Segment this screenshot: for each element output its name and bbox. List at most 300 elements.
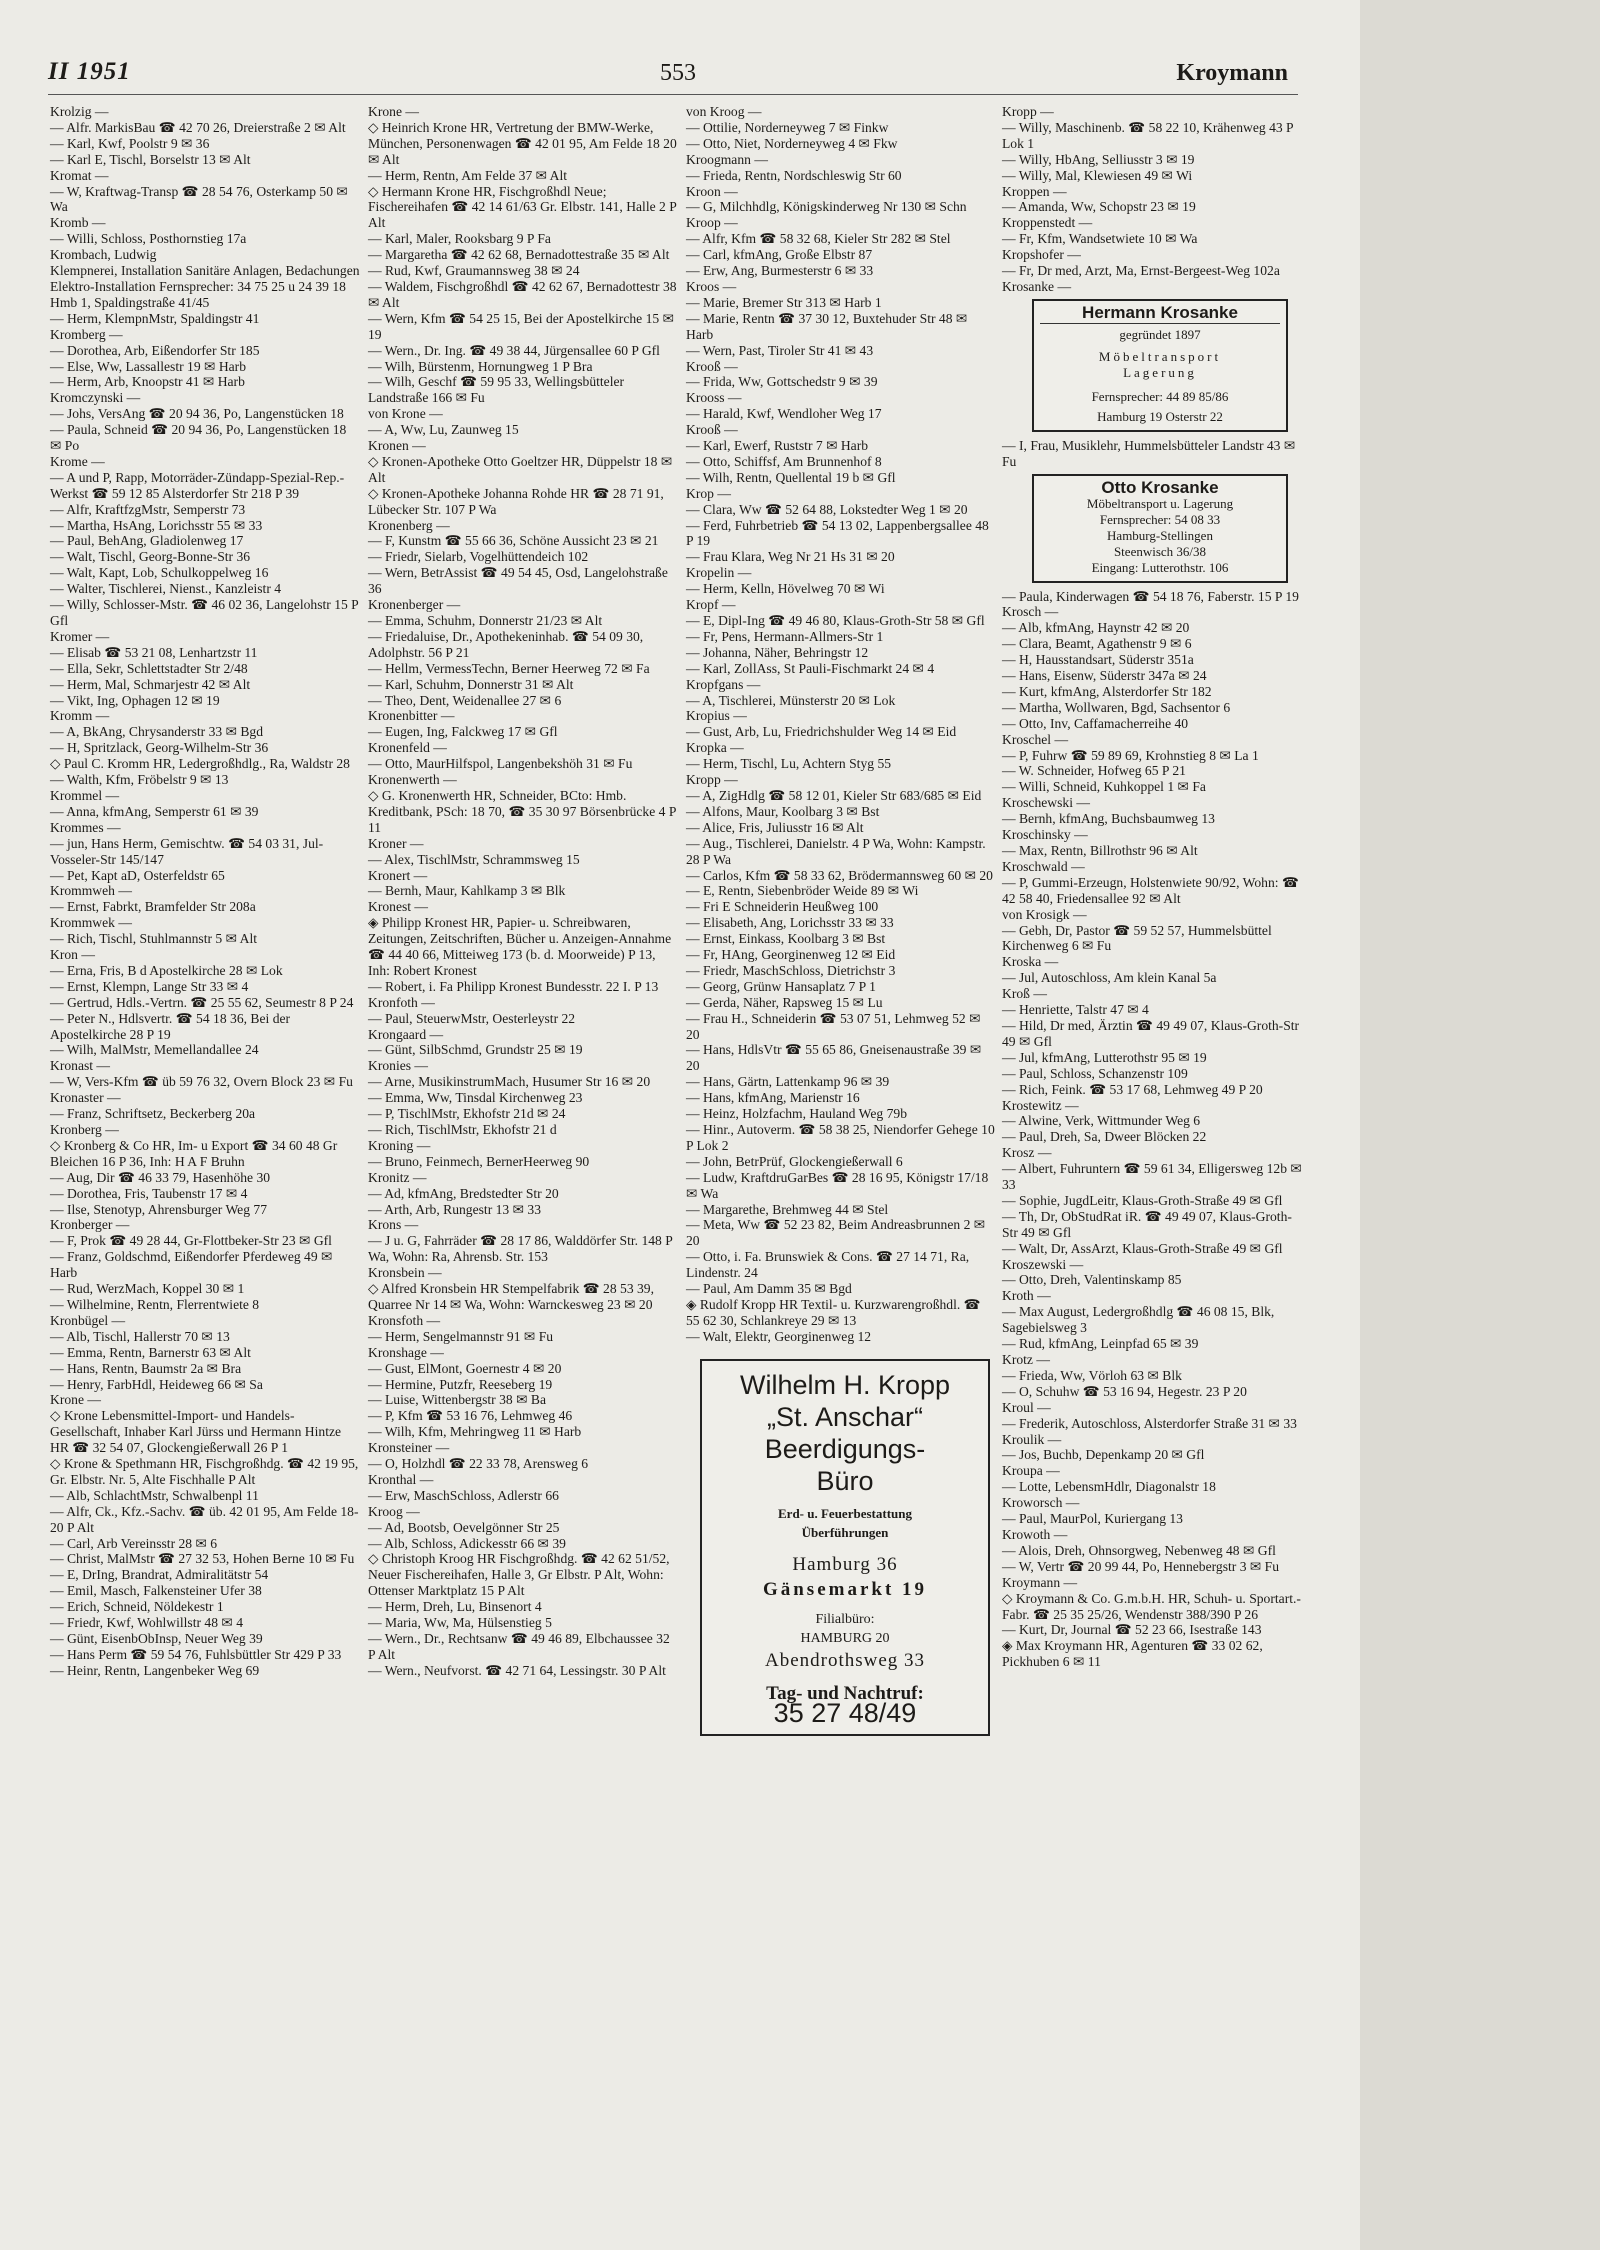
directory-entry: — Martha, Wollwaren, Bgd, Sachsentor 6 <box>1002 699 1231 715</box>
directory-entry: — Frederik, Autoschloss, Alsterdorfer Straße 31 ✉ 33 <box>1002 1415 1297 1431</box>
directory-entry: — Bruno, Feinmech, BernerHeerweg 90 <box>368 1153 590 1169</box>
directory-entry: — Carl, kfmAng, Große Elbstr 87 <box>686 247 873 263</box>
directory-entry: — Dorothea, Fris, Taubenstr 17 ✉ 4 <box>50 1185 248 1201</box>
directory-entry: — Otto, Schiffsf, Am Brunnenhof 8 <box>686 453 882 469</box>
directory-entry: — Wilh, Bürstenm, Hornungweg 1 P Bra <box>368 358 593 374</box>
directory-entry: Krowoth — <box>1002 1526 1068 1542</box>
directory-entry: Kronenbitter — <box>368 708 455 724</box>
directory-entry: — Marie, Bremer Str 313 ✉ Harb 1 <box>686 294 882 310</box>
ad-line: Büro <box>816 1465 874 1496</box>
directory-entry: — Heinz, Holzfachm, Hauland Weg 79b <box>686 1106 907 1122</box>
directory-entry: — Willi, Schneid, Kuhkoppel 1 ✉ Fa <box>1002 779 1206 795</box>
ad-line: Gänsemarkt 19 <box>762 1578 928 1600</box>
directory-entry: — Frieda, Ww, Vörloh 63 ✉ Blk <box>1002 1367 1182 1383</box>
directory-entry: — Rud, kfmAng, Leinpfad 65 ✉ 39 <box>1002 1336 1199 1352</box>
directory-entry: Krome — <box>50 453 105 469</box>
directory-entry: ◇ Hermann Krone HR, Fischgroßhdl Neue; Fischereihafen ☎ 42 14 61/63 Gr. Elbstr. 141, Halle 2 P Alt <box>368 183 679 231</box>
directory-entry: — Emma, Ww, Tinsdal Kirchenweg 23 <box>368 1090 583 1106</box>
ad-line: Wilhelm H. Kropp <box>739 1369 951 1400</box>
column-3 <box>686 104 999 2224</box>
directory-entry: ◇ Kronen-Apotheke Otto Goeltzer HR, Düppelstr 18 ✉ Alt <box>368 453 675 485</box>
directory-entry: — Wilhelmine, Rentn, Flerrentwiete 8 <box>50 1296 260 1312</box>
directory-entry: — Herm, KlempnMstr, Spaldingstr 41 <box>50 310 260 326</box>
ad-line: Überführungen <box>801 1524 889 1540</box>
directory-entry: — Franz, Schriftsetz, Beckerberg 20a <box>50 1106 256 1122</box>
directory-entry: Kropfgans — <box>686 676 761 692</box>
directory-entry: Kroppenstedt — <box>1002 215 1093 231</box>
directory-entry: — Alb, Schloss, Adickesstr 66 ✉ 39 <box>368 1535 566 1551</box>
directory-entry: — A, Tischlerei, Münsterstr 20 ✉ Lok <box>686 692 896 708</box>
directory-entry: — Jos, Buchb, Depenkamp 20 ✉ Gfl <box>1002 1447 1205 1463</box>
directory-entry: ◇ Alfred Kronsbein HR Stempelfabrik ☎ 28 53 39, Quarree Nr 14 ✉ Wa, Wohn: Warnckesweg 23 ✉ 20 <box>368 1281 658 1312</box>
ad-line: Eingang: Lutterothstr. 106 <box>1091 559 1229 575</box>
ad-line: Tag- und Nachtruf: <box>766 1682 924 1704</box>
directory-entry: — Walter, Tischlerei, Nienst., Kanzleistr 4 <box>50 581 282 597</box>
directory-entry: ◈ Max Kroymann HR, Agenturen ☎ 33 02 62, Pickhuben 6 ✉ 11 <box>1002 1638 1267 1670</box>
directory-entry: Kroworsch — <box>1002 1495 1080 1511</box>
directory-entry: — Max, Rentn, Billrothstr 96 ✉ Alt <box>1002 843 1198 858</box>
directory-entry: ◇ Paul C. Kromm HR, Ledergroßhdlg., Ra, Waldstr 28 <box>50 756 350 772</box>
ad-line: Steenwisch 36/38 <box>1113 543 1207 559</box>
directory-entry: — Alb, Tischl, Hallerstr 70 ✉ 13 <box>50 1328 230 1344</box>
directory-entry: — Aug., Tischlerei, Danielstr. 4 P Wa, Wohn: Kampstr. 28 P Wa <box>686 835 990 867</box>
directory-entry: — Robert, i. Fa Philipp Kronest Bundesstr. 22 I. P 13 <box>368 978 659 994</box>
directory-entry: Kroschewski — <box>1002 795 1090 811</box>
directory-entry: — E, Rentn, Siebenbröder Weide 89 ✉ Wi <box>686 883 919 899</box>
directory-entry: — Th, Dr, ObStudRat iR. ☎ 49 49 07, Klaus-Groth-Str 49 ✉ Gfl <box>1002 1208 1292 1240</box>
directory-entry: — A, Ww, Lu, Zaunweg 15 <box>368 422 519 438</box>
directory-entry: Kropp — <box>1002 104 1054 119</box>
directory-entry: — Friedr, Kwf, Wohlwillstr 48 ✉ 4 <box>50 1615 244 1631</box>
directory-entry: — Alois, Dreh, Ohnsorgweg, Nebenweg 48 ✉ Gfl <box>1002 1542 1276 1558</box>
directory-entry: — John, BetrPrüf, Glockengießerwall 6 <box>686 1153 903 1169</box>
directory-entry: Kronsfoth — <box>368 1312 441 1328</box>
ad-line: Hamburg-Stellingen <box>1107 527 1213 543</box>
directory-entry: — Franz, Goldschmd, Eißendorfer Pferdeweg 49 ✉ Harb <box>50 1249 336 1281</box>
directory-entry: — Alb, SchlachtMstr, Schwalbenpl 11 <box>50 1487 259 1503</box>
directory-entry: Krongaard — <box>368 1026 444 1042</box>
directory-entry: — Fr, Dr med, Arzt, Ma, Ernst-Bergeest-Weg 102a <box>1002 263 1280 279</box>
directory-entry: Krone — <box>50 1392 101 1408</box>
directory-entry: — Karl, Kwf, Poolstr 9 ✉ 36 <box>50 135 210 151</box>
directory-entry: — Bernh, Maur, Kahlkamp 3 ✉ Blk <box>368 883 566 899</box>
directory-entry: ◇ Kronen-Apotheke Johanna Rohde HR ☎ 28 71 91, Lübecker Str. 107 P Wa <box>368 485 668 517</box>
directory-entry: Krommes — <box>50 819 121 835</box>
directory-entry: — Ferd, Fuhrbetrieb ☎ 54 13 02, Lappenbergsallee 48 P 19 <box>686 517 993 549</box>
directory-entry: — A, ZigHdlg ☎ 58 12 01, Kieler Str 683/685 ✉ Eid <box>686 787 982 803</box>
directory-entry: — Alfr, Kfm ☎ 58 32 68, Kieler Str 282 ✉ Stel <box>686 231 951 247</box>
directory-entry: — Wilh, Rentn, Quellental 19 b ✉ Gfl <box>686 469 896 485</box>
directory-entry: Kronest — <box>368 899 429 915</box>
directory-entry: — Wern., Dr. Ing. ☎ 49 38 44, Jürgensallee 60 P Gfl <box>368 342 660 358</box>
ad-name: Otto Krosanke <box>1101 477 1219 497</box>
directory-entry: ◇ Kroymann & Co. G.m.b.H. HR, Schuh- u. Sportart.-Fabr. ☎ 25 35 25/26, Wendenstr 388/390 P 26 <box>1002 1590 1301 1622</box>
directory-entry: — Harald, Kwf, Wendloher Weg 17 <box>686 406 882 422</box>
directory-entry: Kronaster — <box>50 1090 121 1106</box>
ad-line: Filialbüro: <box>815 1611 875 1627</box>
directory-entry: Krooß — <box>686 422 738 438</box>
directory-entry: ◇ Christoph Kroog HR Fischgroßhdg. ☎ 42 62 51/52, Neuer Fischereihafen, Halle 3, Gr Elbstr. P Alt, Wohn: Ottenser Marktplatz 15 P Alt <box>368 1551 673 1599</box>
directory-entry: — Ottilie, Norderneyweg 7 ✉ Finkw <box>686 119 889 135</box>
directory-entry: Kroning — <box>368 1137 431 1153</box>
directory-entry: Kronsbein — <box>368 1265 442 1281</box>
directory-entry: — Martha, HsAng, Lorichsstr 55 ✉ 33 <box>50 517 263 533</box>
directory-entry: — Clara, Beamt, Agathenstr 9 ✉ 6 <box>1002 636 1192 652</box>
directory-entry: Krosz — <box>1002 1145 1052 1161</box>
directory-entry: — Gerda, Näher, Rapsweg 15 ✉ Lu <box>686 994 883 1010</box>
directory-entry: — Theo, Dent, Weidenallee 27 ✉ 6 <box>368 692 562 708</box>
directory-entry: Kroon — <box>686 183 738 199</box>
ad-line: Beerdigungs- <box>764 1433 926 1464</box>
directory-entry: — Amanda, Ww, Schopstr 23 ✉ 19 <box>1002 199 1196 215</box>
directory-entry: — Eugen, Ing, Falckweg 17 ✉ Gfl <box>368 724 558 740</box>
directory-entry: ◇ Krone & Spethmann HR, Fischgroßhdg. ☎ 42 19 95, Gr. Elbstr. Nr. 5, Alte Fischhalle P Alt <box>50 1456 362 1487</box>
directory-entry: — Henriette, Talstr 47 ✉ 4 <box>1002 1002 1149 1018</box>
directory-entry: Kronert — <box>368 867 428 883</box>
directory-entry: Kropshofer — <box>1002 247 1081 263</box>
directory-entry: Klempnerei, Installation Sanitäre Anlagen, Bedachungen Elektro-Installation Fernsprecher: 34 75 25 u 24 39 18 Hmb 1, Spaldingstraße 41/45 <box>50 263 363 310</box>
header-year: II 1951 <box>48 58 131 85</box>
directory-entry: — Herm, Sengelmannstr 91 ✉ Fu <box>368 1328 554 1344</box>
directory-entry: Kroymann — <box>1002 1574 1078 1590</box>
directory-entry: — Ludw, KraftdruGarBes ☎ 28 16 95, Königstr 17/18 ✉ Wa <box>686 1169 992 1201</box>
directory-entry: — jun, Hans Herm, Gemischtw. ☎ 54 03 31, Jul-Vosseler-Str 145/147 <box>50 835 324 867</box>
column-2 <box>368 104 681 2224</box>
directory-entry: — Otto, MaurHilfspol, Langenbekshöh 31 ✉ Fu <box>368 756 633 772</box>
directory-entry: Kroschinsky — <box>1002 827 1088 843</box>
directory-entry: — Walt, Tischl, Georg-Bonne-Str 36 <box>50 549 251 565</box>
ad-line: Abendrothsweg 33 <box>764 1649 926 1671</box>
directory-entry: Kroos — <box>686 278 737 294</box>
directory-entry: Krop — <box>686 485 731 501</box>
directory-entry: Kroschel — <box>1002 731 1069 747</box>
directory-entry: — Christ, MalMstr ☎ 27 32 53, Hohen Berne 10 ✉ Fu <box>50 1551 355 1567</box>
directory-entry: — Hans, Gärtn, Lattenkamp 96 ✉ 39 <box>686 1074 890 1090</box>
directory-entry: — Paul, Am Damm 35 ✉ Bgd <box>686 1281 852 1297</box>
directory-entry: — Fr, Kfm, Wandsetwiete 10 ✉ Wa <box>1002 231 1198 247</box>
directory-entry: von Kroog — <box>686 104 762 119</box>
directory-entry: — Otto, i. Fa. Brunswiek & Cons. ☎ 27 14 71, Ra, Lindenstr. 24 <box>686 1249 973 1281</box>
directory-entry: — Frida, Ww, Gottschedstr 9 ✉ 39 <box>686 374 878 390</box>
directory-entry: Kroß — <box>1002 986 1047 1002</box>
directory-entry: — Alfr. MarkisBau ☎ 42 70 26, Dreierstraße 2 ✉ Alt <box>50 119 346 135</box>
directory-entry: — Rud, Kwf, Graumannsweg 38 ✉ 24 <box>368 263 580 279</box>
directory-entry: Kropius — <box>686 708 747 724</box>
directory-entry: — Vikt, Ing, Ophagen 12 ✉ 19 <box>50 692 220 708</box>
directory-entry: Krone — <box>368 104 419 119</box>
directory-entry: — Otto, Niet, Norderneyweg 4 ✉ Fkw <box>686 135 898 151</box>
directory-entry: — Max August, Ledergroßhdlg ☎ 46 08 15, Blk, Sagebielsweg 3 <box>1002 1304 1278 1336</box>
directory-entry: — Peter N., Hdlsvertr. ☎ 54 18 36, Bei der Apostelkirche 28 P 19 <box>50 1010 293 1042</box>
directory-entry: — Karl, Maler, Rooksbarg 9 P Fa <box>368 231 551 247</box>
ad-name: Hermann Krosanke <box>1040 305 1280 324</box>
directory-entry: — I, Frau, Musiklehr, Hummelsbütteler Landstr 43 ✉ Fu <box>1002 437 1299 469</box>
directory-entry: — Paul, MaurPol, Kuriergang 13 <box>1002 1511 1183 1527</box>
directory-entry: — Gust, Arb, Lu, Friedrichshulder Weg 14 ✉ Eid <box>686 724 957 740</box>
directory-entry: Krosanke — <box>1002 278 1072 294</box>
hermann-krosanke-advertisement <box>1032 299 1288 432</box>
directory-entry: Krommel — <box>50 787 120 803</box>
directory-entry: — P, Gummi-Erzeugn, Holstenwiete 90/92, Wohn: ☎ 42 58 40, Friedensallee 92 ✉ Alt <box>1002 874 1303 906</box>
directory-entry: Krombach, Ludwig <box>50 247 157 263</box>
directory-entry: Krostewitz — <box>1002 1097 1079 1113</box>
directory-entry: Kronfoth — <box>368 994 435 1010</box>
otto-krosanke-advertisement <box>1032 474 1288 583</box>
directory-entry: — Aug, Dir ☎ 46 33 79, Hasenhöhe 30 <box>50 1169 271 1185</box>
directory-entry: — Frau H., Schneiderin ☎ 53 07 51, Lehmweg 52 ✉ 20 <box>686 1010 984 1042</box>
directory-entry: — Carlos, Kfm ☎ 58 33 62, Brödermannsweg 60 ✉ 20 <box>686 867 993 883</box>
directory-entry: — Meta, Ww ☎ 52 23 82, Beim Andreasbrunnen 2 ✉ 20 <box>686 1217 989 1249</box>
directory-entry: — Paul, Dreh, Sa, Dweer Blöcken 22 <box>1002 1129 1207 1145</box>
directory-entry: — Paul, SteuerwMstr, Oesterleystr 22 <box>368 1010 576 1026</box>
directory-entry: — Walth, Kfm, Fröbelstr 9 ✉ 13 <box>50 772 229 788</box>
ad-line: Erd- u. Feuerbestattung <box>778 1505 912 1521</box>
directory-entry: Krolzig — <box>50 104 109 119</box>
column-3-entries <box>686 104 999 1345</box>
directory-entry: — Hermine, Putzfr, Reeseberg 19 <box>368 1376 553 1392</box>
directory-entry: von Krosigk — <box>1002 906 1087 922</box>
directory-entry: — G, Milchhdlg, Königskinderweg Nr 130 ✉ Schn <box>686 199 967 215</box>
directory-entry: — Fri E Schneiderin Heußweg 100 <box>686 899 879 915</box>
directory-entry: Kronast — <box>50 1058 111 1074</box>
directory-entry: — Hild, Dr med, Ärztin ☎ 49 49 07, Klaus-Groth-Str 49 ✉ Gfl <box>1002 1017 1303 1049</box>
directory-entry: — Gebh, Dr, Pastor ☎ 59 52 57, Hummelsbüttel Kirchenweg 6 ✉ Fu <box>1002 922 1276 954</box>
directory-entry: — W, Vers-Kfm ☎ üb 59 76 32, Overn Block 23 ✉ Fu <box>50 1074 353 1090</box>
directory-entry: Kropf — <box>686 597 736 613</box>
directory-entry: — Margaretha ☎ 42 62 68, Bernadottestraße 35 ✉ Alt <box>368 247 670 263</box>
directory-entry: — P, Fuhrw ☎ 59 89 69, Krohnstieg 8 ✉ La 1 <box>1002 747 1259 763</box>
directory-entry: — Herm, Kelln, Hövelweg 70 ✉ Wi <box>686 581 885 597</box>
directory-entry: — Karl E, Tischl, Borselstr 13 ✉ Alt <box>50 151 251 167</box>
directory-entry: — Margarethe, Brehmweg 44 ✉ Stel <box>686 1201 889 1217</box>
directory-entry: — Erich, Schneid, Nöldekestr 1 <box>50 1599 224 1615</box>
directory-entry: — Herm, Rentn, Am Felde 37 ✉ Alt <box>368 167 568 183</box>
directory-entry: Kroop — <box>686 215 738 231</box>
directory-entry: Krommweh — <box>50 883 132 899</box>
directory-entry: Kron — <box>50 947 95 963</box>
directory-entry: — Kurt, kfmAng, Alsterdorfer Str 182 <box>1002 683 1212 699</box>
directory-entry: Kronthal — <box>368 1471 434 1487</box>
directory-entry: — Alfr, KraftfzgMstr, Semperstr 73 <box>50 501 246 517</box>
page-header <box>48 54 1298 95</box>
directory-entry: — W, Vertr ☎ 20 99 44, Po, Hennebergstr 3 ✉ Fu <box>1002 1558 1280 1574</box>
directory-entry: — Fr, HAng, Georginenweg 12 ✉ Eid <box>686 947 896 963</box>
directory-entry: ◇ Heinrich Krone HR, Vertretung der BMW-Werke, München, Personenwagen ☎ 42 01 95, Am Felde 18 20 ✉ Alt <box>368 119 681 167</box>
directory-entry: — Günt, SilbSchmd, Grundstr 25 ✉ 19 <box>368 1042 583 1058</box>
ad-phone: 35 27 48/49 <box>773 1697 917 1728</box>
directory-entry: — Henry, FarbHdl, Heideweg 66 ✉ Sa <box>50 1376 263 1392</box>
directory-entry: Kromm — <box>50 708 110 724</box>
directory-entry: — Emil, Masch, Falkensteiner Ufer 38 <box>50 1583 262 1599</box>
directory-entry: — Wilh, MalMstr, Memellandallee 24 <box>50 1042 259 1058</box>
directory-entry: — Willy, Schlosser-Mstr. ☎ 46 02 36, Langelohstr 15 P Gfl <box>50 597 362 628</box>
directory-entry: — Heinr, Rentn, Langenbeker Weg 69 <box>50 1662 260 1678</box>
directory-entry: — H, Spritzlack, Georg-Wilhelm-Str 36 <box>50 740 269 756</box>
directory-entry: — Carl, Arb Vereinsstr 28 ✉ 6 <box>50 1535 218 1551</box>
directory-entry: Kronen — <box>368 438 426 454</box>
directory-entry: — O, Holzhdl ☎ 22 33 78, Arensweg 6 <box>368 1456 589 1472</box>
directory-entry: — Herm, Dreh, Lu, Binsenort 4 <box>368 1599 542 1615</box>
directory-entry: — Herm, Mal, Schmarjestr 42 ✉ Alt <box>50 676 251 692</box>
directory-entry: Kroupa — <box>1002 1463 1060 1479</box>
directory-entry: — Paula, Kinderwagen ☎ 54 18 76, Faberstr. 15 P 19 <box>1002 588 1299 604</box>
scan-margin <box>1360 0 1600 2250</box>
column-4-entries-mid <box>1002 438 1302 470</box>
directory-entry: — Erw, MaschSchloss, Adlerstr 66 <box>368 1487 559 1503</box>
directory-entry: — Hellm, VermessTechn, Berner Heerweg 72 ✉ Fa <box>368 660 650 676</box>
directory-entry: — Alwine, Verk, Wittmunder Weg 6 <box>1002 1113 1201 1129</box>
directory-entry: — Günt, EisenbObInsp, Neuer Weg 39 <box>50 1631 263 1646</box>
directory-entry: — Friedaluise, Dr., Apothekeninhab. ☎ 54 09 30, Adolphstr. 56 P 21 <box>368 628 646 660</box>
directory-entry: — Frau Klara, Weg Nr 21 Hs 31 ✉ 20 <box>686 549 895 565</box>
directory-entry: Kroog — <box>368 1503 420 1519</box>
directory-entry: — Paula, Schneid ☎ 20 94 36, Po, Langenstücken 18 ✉ Po <box>50 422 350 454</box>
directory-entry: — Hans, kfmAng, Marienstr 16 <box>686 1090 860 1106</box>
directory-entry: — Alice, Fris, Juliusstr 16 ✉ Alt <box>686 819 864 835</box>
directory-entry: — Kurt, Dr, Journal ☎ 52 23 66, Isestraße 143 <box>1002 1622 1262 1638</box>
directory-entry: — Jul, Autoschloss, Am klein Kanal 5a <box>1002 970 1217 986</box>
directory-entry: — Alex, TischlMstr, Schrammsweg 15 <box>368 851 580 867</box>
directory-entry: — Alfr, Ck., Kfz.-Sachv. ☎ üb. 42 01 95, Am Felde 18-20 P Alt <box>50 1503 359 1535</box>
ad-line: HAMBURG 20 <box>800 1630 890 1646</box>
directory-entry: — Sophie, JugdLeitr, Klaus-Groth-Straße 49 ✉ Gfl <box>1002 1192 1283 1208</box>
directory-entry: — Walt, Kapt, Lob, Schulkoppelweg 16 <box>50 565 269 581</box>
directory-entry: — Herm, Tischl, Lu, Achtern Styg 55 <box>686 756 892 772</box>
directory-entry: — Rud, WerzMach, Koppel 30 ✉ 1 <box>50 1281 245 1297</box>
directory-entry: — Emma, Schuhm, Donnerstr 21/23 ✉ Alt <box>368 613 603 628</box>
column-1 <box>50 104 363 2224</box>
directory-entry: — A und P, Rapp, Motorräder-Zündapp-Spezial-Rep.-Werkst ☎ 59 12 85 Alsterdorfer Str 218 P 39 <box>50 469 345 501</box>
kropp-funeral-advertisement <box>700 1359 990 1736</box>
directory-entry: — Bernh, kfmAng, Buchsbaumweg 13 <box>1002 811 1215 827</box>
directory-entry: — Otto, Dreh, Valentinskamp 85 <box>1002 1272 1182 1288</box>
directory-entry: Krosch — <box>1002 604 1059 620</box>
directory-entry: — J u. G, Fahrräder ☎ 28 17 86, Walddörfer Str. 148 P Wa, Wohn: Ra, Ahrensb. Str. 153 <box>368 1233 676 1265</box>
directory-entry: — Emma, Rentn, Barnerstr 63 ✉ Alt <box>50 1344 251 1360</box>
directory-entry: — Ella, Sekr, Schlettstadter Str 2/48 <box>50 660 248 676</box>
directory-entry: — Ernst, Fabrkt, Bramfelder Str 208a <box>50 899 256 915</box>
directory-entry: — Karl, ZollAss, St Pauli-Fischmarkt 24 ✉ 4 <box>686 660 935 676</box>
directory-entry: — Georg, Grünw Hansaplatz 7 P 1 <box>686 978 876 994</box>
directory-entry: Kronies — <box>368 1058 429 1074</box>
directory-entry: — Pet, Kapt aD, Osterfeldstr 65 <box>50 867 225 883</box>
directory-entry: — Johanna, Näher, Behringstr 12 <box>686 644 869 660</box>
directory-entry: — Clara, Ww ☎ 52 64 88, Lokstedter Weg 1 ✉ 20 <box>686 501 968 517</box>
directory-entry: Kropka — <box>686 740 744 756</box>
column-4 <box>1002 104 1306 2224</box>
directory-entry: Kromat — <box>50 167 109 183</box>
directory-entry: Kroszewski — <box>1002 1256 1084 1272</box>
directory-entry: Kromberg — <box>50 326 123 342</box>
directory-entry: — Wern, BetrAssist ☎ 49 54 45, Osd, Langelohstraße 36 <box>368 565 672 597</box>
directory-entry: — Anna, kfmAng, Semperstr 61 ✉ 39 <box>50 803 259 819</box>
directory-entry: — Willi, Schloss, Posthornstieg 17a <box>50 231 247 247</box>
directory-entry: Kromczynski — <box>50 390 141 406</box>
directory-entry: — Else, Ww, Lassallestr 19 ✉ Harb <box>50 358 246 374</box>
directory-entry: — Ilse, Stenotyp, Ahrensburger Weg 77 <box>50 1201 268 1217</box>
directory-entry: — Paul, BehAng, Gladiolenweg 17 <box>50 533 244 549</box>
directory-entry: ◇ Krone Lebensmittel-Import- und Handels-Gesellschaft, Inhaber Karl Jürss und Hermann Hintze HR ☎ 32 54 07, Glockengießerwall 26 P 1 <box>50 1408 345 1456</box>
directory-entry: Kropp — <box>686 772 738 788</box>
directory-entry: — Herm, Arb, Knoopstr 41 ✉ Harb <box>50 374 245 390</box>
directory-entry: — H, Hausstandsart, Süderstr 351a <box>1002 652 1194 668</box>
directory-entry: — Fr, Pens, Hermann-Allmers-Str 1 <box>686 628 884 644</box>
ad-line: Hamburg 36 <box>792 1553 898 1575</box>
directory-entry: — Rich, TischlMstr, Ekhofstr 21 d <box>368 1122 557 1137</box>
directory-entry: — W, Kraftwag-Transp ☎ 28 54 76, Osterkamp 50 ✉ Wa <box>50 183 351 215</box>
directory-entry: — Friedr, MaschSchloss, Dietrichstr 3 <box>686 962 896 978</box>
directory-entry: ◇ G. Kronenwerth HR, Schneider, BCto: Hmb. Kreditbank, PSch: 18 70, ☎ 35 30 97 Börsenbrücke 4 P 11 <box>368 787 680 835</box>
directory-entry: — Paul, Schloss, Schanzenstr 109 <box>1002 1065 1188 1081</box>
directory-entry: — Elisab ☎ 53 21 08, Lenhartzstr 11 <box>50 644 258 660</box>
directory-entry: — Erna, Fris, B d Apostelkirche 28 ✉ Lok <box>50 962 283 978</box>
directory-entry: — Alfons, Maur, Koolbarg 3 ✉ Bst <box>686 803 880 819</box>
directory-entry: — E, DrIng, Brandrat, Admiralitätstr 54 <box>50 1567 269 1583</box>
directory-entry: Kronenwerth — <box>368 772 457 788</box>
directory-entry: Kronsteiner — <box>368 1440 450 1456</box>
column-4-entries-bottom <box>1002 588 1306 1671</box>
directory-entry: — Maria, Ww, Ma, Hülsenstieg 5 <box>368 1615 552 1631</box>
directory-entry: Kronitz — <box>368 1169 427 1185</box>
directory-entry: ◈ Rudolf Kropp HR Textil- u. Kurzwarengroßhdl. ☎ 55 62 30, Schlankreye 29 ✉ 13 <box>686 1296 985 1328</box>
directory-entry: — Hans, Rentn, Baumstr 2a ✉ Bra <box>50 1360 242 1376</box>
directory-entry: ◇ Kronberg & Co HR, Im- u Export ☎ 34 60 48 Gr Bleichen 16 P 36, Inh: H A F Bruhn <box>50 1137 341 1169</box>
directory-entry: Krooss — <box>686 390 742 406</box>
directory-entry: — Wilh, Kfm, Mehringweg 11 ✉ Harb <box>368 1424 582 1440</box>
directory-entry: — Gertrud, Hdls.-Vertrn. ☎ 25 55 62, Seumestr 8 P 24 <box>50 994 354 1010</box>
directory-entry: — Jul, kfmAng, Lutterothstr 95 ✉ 19 <box>1002 1049 1207 1065</box>
header-page-number: 553 <box>660 60 696 86</box>
directory-entry: von Krone — <box>368 406 443 422</box>
directory-entry: Kroth — <box>1002 1288 1051 1304</box>
directory-entry: Kroner — <box>368 835 424 851</box>
directory-entry: — Wern., Dr., Rechtsanw ☎ 49 46 89, Elbchaussee 32 P Alt <box>368 1631 674 1662</box>
directory-entry: Krommwek — <box>50 915 132 931</box>
directory-entry: — Johs, VersAng ☎ 20 94 36, Po, Langenstücken 18 <box>50 406 344 422</box>
directory-entry: Kronbügel — <box>50 1312 126 1328</box>
directory-entry: Kronberg — <box>50 1122 119 1137</box>
directory-entry: — F, Kunstm ☎ 55 66 36, Schöne Aussicht 23 ✉ 21 <box>368 533 659 549</box>
directory-entry: — Rich, Tischl, Stuhlmannstr 5 ✉ Alt <box>50 931 258 947</box>
directory-entry: — Ad, kfmAng, Bredstedter Str 20 <box>368 1185 559 1201</box>
directory-entry: — Lotte, LebensmHdlr, Diagonalstr 18 <box>1002 1479 1216 1495</box>
directory-entry: — A, BkAng, Chrysanderstr 33 ✉ Bgd <box>50 724 264 740</box>
directory-entry: — Walt, Dr, AssArzt, Klaus-Groth-Straße 49 ✉ Gfl <box>1002 1240 1283 1256</box>
directory-entry: Kroppen — <box>1002 183 1067 199</box>
directory-entry: Kroulik — <box>1002 1431 1062 1447</box>
header-running-head: Kroymann <box>1176 60 1288 86</box>
directory-entry: — Wern, Kfm ☎ 54 25 15, Bei der Apostelkirche 15 ✉ 19 <box>368 310 678 342</box>
directory-entry: — Luise, Wittenbergstr 38 ✉ Ba <box>368 1392 546 1408</box>
directory-entry: — Dorothea, Arb, Eißendorfer Str 185 <box>50 342 260 358</box>
directory-entry: — Wilh, Geschf ☎ 59 95 33, Wellingsbütteler Landstraße 166 ✉ Fu <box>368 374 628 406</box>
directory-entry: — Ernst, Einkass, Koolbarg 3 ✉ Bst <box>686 931 886 947</box>
directory-entry: — O, Schuhw ☎ 53 16 94, Hegestr. 23 P 20 <box>1002 1383 1247 1399</box>
directory-entry: — Elisabeth, Ang, Lorichsstr 33 ✉ 33 <box>686 915 894 931</box>
directory-entry: — Willy, Maschinenb. ☎ 58 22 10, Krähenweg 43 P Lok 1 <box>1002 119 1297 151</box>
directory-entry: — E, Dipl-Ing ☎ 49 46 80, Klaus-Groth-Str 58 ✉ Gfl <box>686 613 985 628</box>
directory-entry: Kromb — <box>50 215 106 231</box>
directory-entry: Kromer — <box>50 628 110 644</box>
column-4-entries-top <box>1002 104 1302 295</box>
directory-entry: — Willy, Mal, Klewiesen 49 ✉ Wi <box>1002 167 1193 183</box>
directory-entry: Krons — <box>368 1217 419 1233</box>
directory-entry: — Rich, Feink. ☎ 53 17 68, Lehmweg 49 P 20 <box>1002 1081 1263 1097</box>
ad-line: Möbeltransport u. Lagerung <box>1086 495 1234 511</box>
directory-entry: — Marie, Rentn ☎ 37 30 12, Buxtehuder Str 48 ✉ Harb <box>686 310 971 342</box>
directory-entry: Kroogmann — <box>686 151 768 167</box>
directory-entry: — Arne, MusikinstrumMach, Husumer Str 16 ✉ 20 <box>368 1074 651 1090</box>
